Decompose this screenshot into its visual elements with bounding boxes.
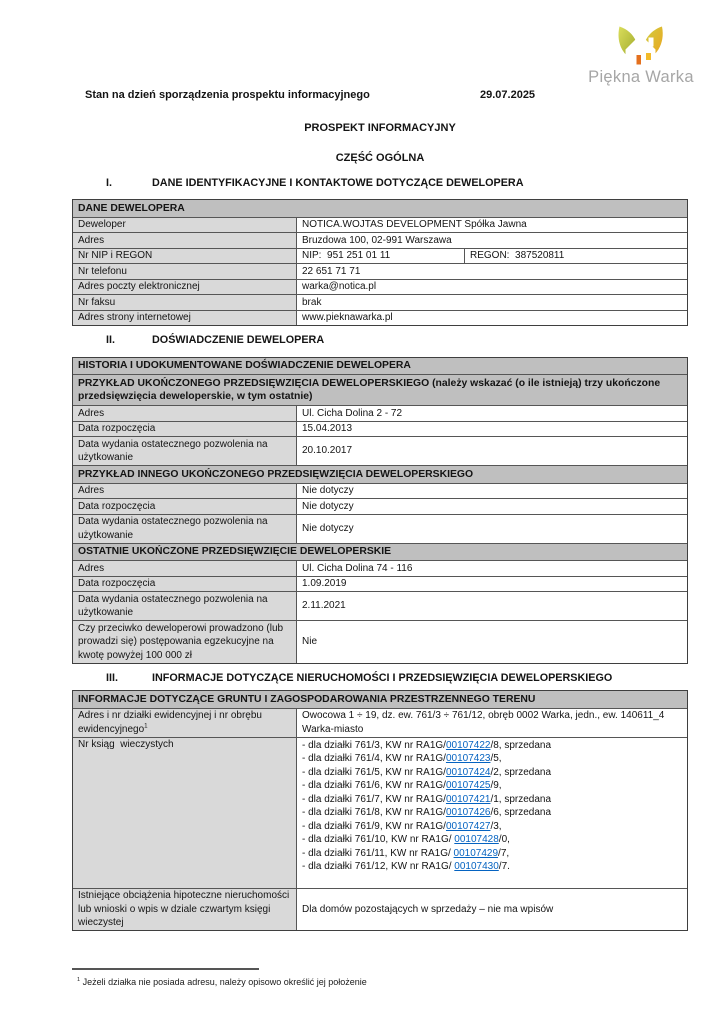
row-label: Adres xyxy=(73,233,297,248)
logo-icon xyxy=(614,22,668,66)
row-label: Adres poczty elektronicznej xyxy=(73,280,297,295)
section-number: II. xyxy=(106,334,115,346)
section-heading-2 xyxy=(72,334,688,348)
row-label: Data rozpoczęcia xyxy=(73,422,297,437)
footnote xyxy=(72,977,688,988)
kw-register-entry: - dla działki 761/10, KW nr RA1G/ 00107428/0, xyxy=(302,834,510,845)
row-value: warka@notica.pl xyxy=(302,281,377,292)
table-row xyxy=(73,576,687,592)
table-row xyxy=(73,483,687,499)
status-line xyxy=(72,89,688,103)
logo-text: Piękna Warka xyxy=(588,68,694,86)
kw-number-link[interactable]: 00107427 xyxy=(445,820,491,832)
row-value: 15.04.2013 xyxy=(302,423,353,434)
kw-number-link[interactable]: 00107428 xyxy=(454,834,499,845)
land-table xyxy=(72,690,688,931)
row-value: NOTICA.WOJTAS DEVELOPMENT Spółka Jawna xyxy=(302,219,527,230)
table-row xyxy=(73,514,687,543)
section-title: DOŚWIADCZENIE DEWELOPERA xyxy=(152,334,325,346)
row-label: Nr telefonu xyxy=(73,264,297,279)
footnote-separator xyxy=(72,968,259,970)
row-label: Istniejące obciążenia hipoteczne nieruchomości lub wnioski o wpis w dziale czwartym księgi wieczystej xyxy=(73,889,297,931)
kw-register-entry: - dla działki 761/7, KW nr RA1G/00107421/1, sprzedana xyxy=(302,793,552,805)
kw-register-entry: - dla działki 761/3, KW nr RA1G/00107422/8, sprzedana xyxy=(302,739,552,751)
row-label: Adres xyxy=(73,406,297,421)
kw-register-entry: - dla działki 761/11, KW nr RA1G/ 00107429/7, xyxy=(302,847,510,859)
row-value: 20.10.2017 xyxy=(302,445,353,457)
row-label: Data rozpoczęcia xyxy=(73,499,297,514)
kw-number-link[interactable]: 00107429 xyxy=(453,847,499,859)
kw-register-entry: - dla działki 761/12, KW nr RA1G/ 00107430/7. xyxy=(302,861,510,872)
status-date: 29.07.2025 xyxy=(480,89,536,101)
kw-number-link[interactable]: 00107430 xyxy=(454,861,499,872)
table-row xyxy=(73,263,687,279)
kw-register-entry: - dla działki 761/8, KW nr RA1G/00107426/6, sprzedana xyxy=(302,807,552,818)
row-label: Nr NIP i REGON xyxy=(73,249,297,264)
row-label: Data rozpoczęcia xyxy=(73,577,297,592)
kw-register-entry: - dla działki 761/5, KW nr RA1G/00107424/2, sprzedana xyxy=(302,766,552,778)
row-label: Czy przeciwko deweloperowi prowadzono (lub prowadzi się) postępowania egzekucyjne na kwotę powyżej 100 000 zł xyxy=(73,621,297,663)
table-row xyxy=(73,421,687,437)
table-section-header: DANE DEWELOPERA xyxy=(73,200,687,217)
kw-register-entry: - dla działki 761/4, KW nr RA1G/00107423/5, xyxy=(302,753,502,764)
table-row xyxy=(73,310,687,326)
row-value-part: REGON: 387520811 xyxy=(470,250,565,261)
table-row xyxy=(73,498,687,514)
row-value xyxy=(297,249,687,264)
table-row xyxy=(73,232,687,248)
section-title: INFORMACJE DOTYCZĄCE NIERUCHOMOŚCI I PRZEDSIĘWZIĘCIA DEWELOPERSKIEGO xyxy=(152,671,613,684)
kw-register-entry: - dla działki 761/6, KW nr RA1G/00107425/9, xyxy=(302,780,502,791)
table-section-header: PRZYKŁAD INNEGO UKOŃCZONEGO PRZEDSIĘWZIĘCIA DEWELOPERSKIEGO xyxy=(73,465,687,483)
row-label: Adres xyxy=(73,484,297,499)
table-row xyxy=(73,279,687,295)
table-row xyxy=(73,436,687,465)
kw-number-link[interactable]: 00107426 xyxy=(445,807,491,818)
row-value: 2.11.2021 xyxy=(302,600,346,612)
row-value: Nie xyxy=(302,636,318,647)
kw-number-link[interactable]: 00107422 xyxy=(445,739,491,751)
row-value: Nie dotyczy xyxy=(302,522,354,534)
row-value: Nie dotyczy xyxy=(302,500,354,512)
table-row xyxy=(73,620,687,663)
row-label: Data wydania ostatecznego pozwolenia na użytkowanie xyxy=(73,437,297,465)
table-row xyxy=(73,591,687,620)
row-value: brak xyxy=(302,296,322,308)
table-section-header: PRZYKŁAD UKOŃCZONEGO PRZEDSIĘWZIĘCIA DEWELOPERSKIEGO (należy wskazać (o ile istnieją) trzy ukończone przedsięwzięcia deweloperskie, w tym ostatnie) xyxy=(73,374,687,405)
table-row xyxy=(73,217,687,233)
row-value: Bruzdowa 100, 02-991 Warszawa xyxy=(302,234,452,246)
table-row xyxy=(73,560,687,576)
section-heading-3 xyxy=(72,672,688,686)
row-value: Ul. Cicha Dolina 74 - 116 xyxy=(302,562,413,574)
section-number: I. xyxy=(106,176,112,189)
row-label: Nr faksu xyxy=(73,295,297,310)
kw-number-link[interactable]: 00107424 xyxy=(445,766,491,778)
row-value-part: NIP: 951 251 01 11 xyxy=(297,249,465,264)
experience-table xyxy=(72,357,688,664)
row-value: www.pieknawarka.pl xyxy=(302,312,393,323)
table-row xyxy=(73,405,687,421)
table-section-header: HISTORIA I UDOKUMENTOWANE DOŚWIADCZENIE DEWELOPERA xyxy=(73,358,687,375)
doc-title: PROSPEKT INFORMACYJNY xyxy=(304,121,456,134)
section-number: III. xyxy=(106,671,118,684)
table-row xyxy=(73,737,687,888)
developer-table xyxy=(72,199,688,326)
row-label: Data wydania ostatecznego pozwolenia na użytkowanie xyxy=(73,515,297,543)
table-section-header: OSTATNIE UKOŃCZONE PRZEDSIĘWZIĘCIE DEWELOPERSKIE xyxy=(73,543,687,561)
table-row xyxy=(73,294,687,310)
row-label: Deweloper xyxy=(73,218,297,233)
table-row xyxy=(73,888,687,931)
kw-register-list xyxy=(302,738,551,874)
row-value: 22 651 71 71 xyxy=(302,265,361,277)
logo xyxy=(580,22,702,87)
document-content xyxy=(72,89,688,988)
status-label: Stan na dzień sporządzenia prospektu informacyjnego xyxy=(85,89,370,101)
footnote-text: Jeżeli działka nie posiada adresu, należy opisowo określić jej położenie xyxy=(82,977,367,987)
table-row xyxy=(73,248,687,264)
footnote-marker: 1 xyxy=(77,977,81,983)
kw-number-link[interactable]: 00107421 xyxy=(445,793,491,805)
row-value: Dla domów pozostających w sprzedaży – nie ma wpisów xyxy=(302,903,554,915)
section-title: DANE IDENTYFIKACYJNE I KONTAKTOWE DOTYCZĄCE DEWELOPERA xyxy=(152,176,524,189)
table-row xyxy=(73,708,687,737)
table-section-header: INFORMACJE DOTYCZĄCE GRUNTU I ZAGOSPODAROWANIA PRZESTRZENNEGO TERENU xyxy=(73,691,687,708)
row-value: Ul. Cicha Dolina 2 - 72 xyxy=(302,407,403,419)
row-label: Data wydania ostatecznego pozwolenia na użytkowanie xyxy=(73,592,297,620)
kw-number-link[interactable]: 00107425 xyxy=(445,780,491,791)
doc-part-title: CZĘŚĆ OGÓLNA xyxy=(335,152,425,164)
row-value: Owocowa 1 ÷ 19, dz. ew. 761/3 ÷ 761/12, obręb 0002 Warka, jedn., ew. 140611_4 Warka-miasto xyxy=(302,710,665,735)
row-value xyxy=(297,738,687,888)
row-value: Nie dotyczy xyxy=(302,485,354,496)
row-label: Adres strony internetowej xyxy=(73,311,297,326)
row-label: Adres xyxy=(73,561,297,576)
section-heading-1 xyxy=(72,177,688,191)
row-label: Adres i nr działki ewidencyjnej i nr obrębu ewidencyjnego$^1$ xyxy=(73,709,297,737)
row-label: Nr ksiąg wieczystych xyxy=(73,738,297,888)
kw-register-entry: - dla działki 761/9, KW nr RA1G/00107427/3, xyxy=(302,820,502,832)
kw-number-link[interactable]: 00107423 xyxy=(445,753,491,764)
row-value: 1.09.2019 xyxy=(302,578,347,589)
